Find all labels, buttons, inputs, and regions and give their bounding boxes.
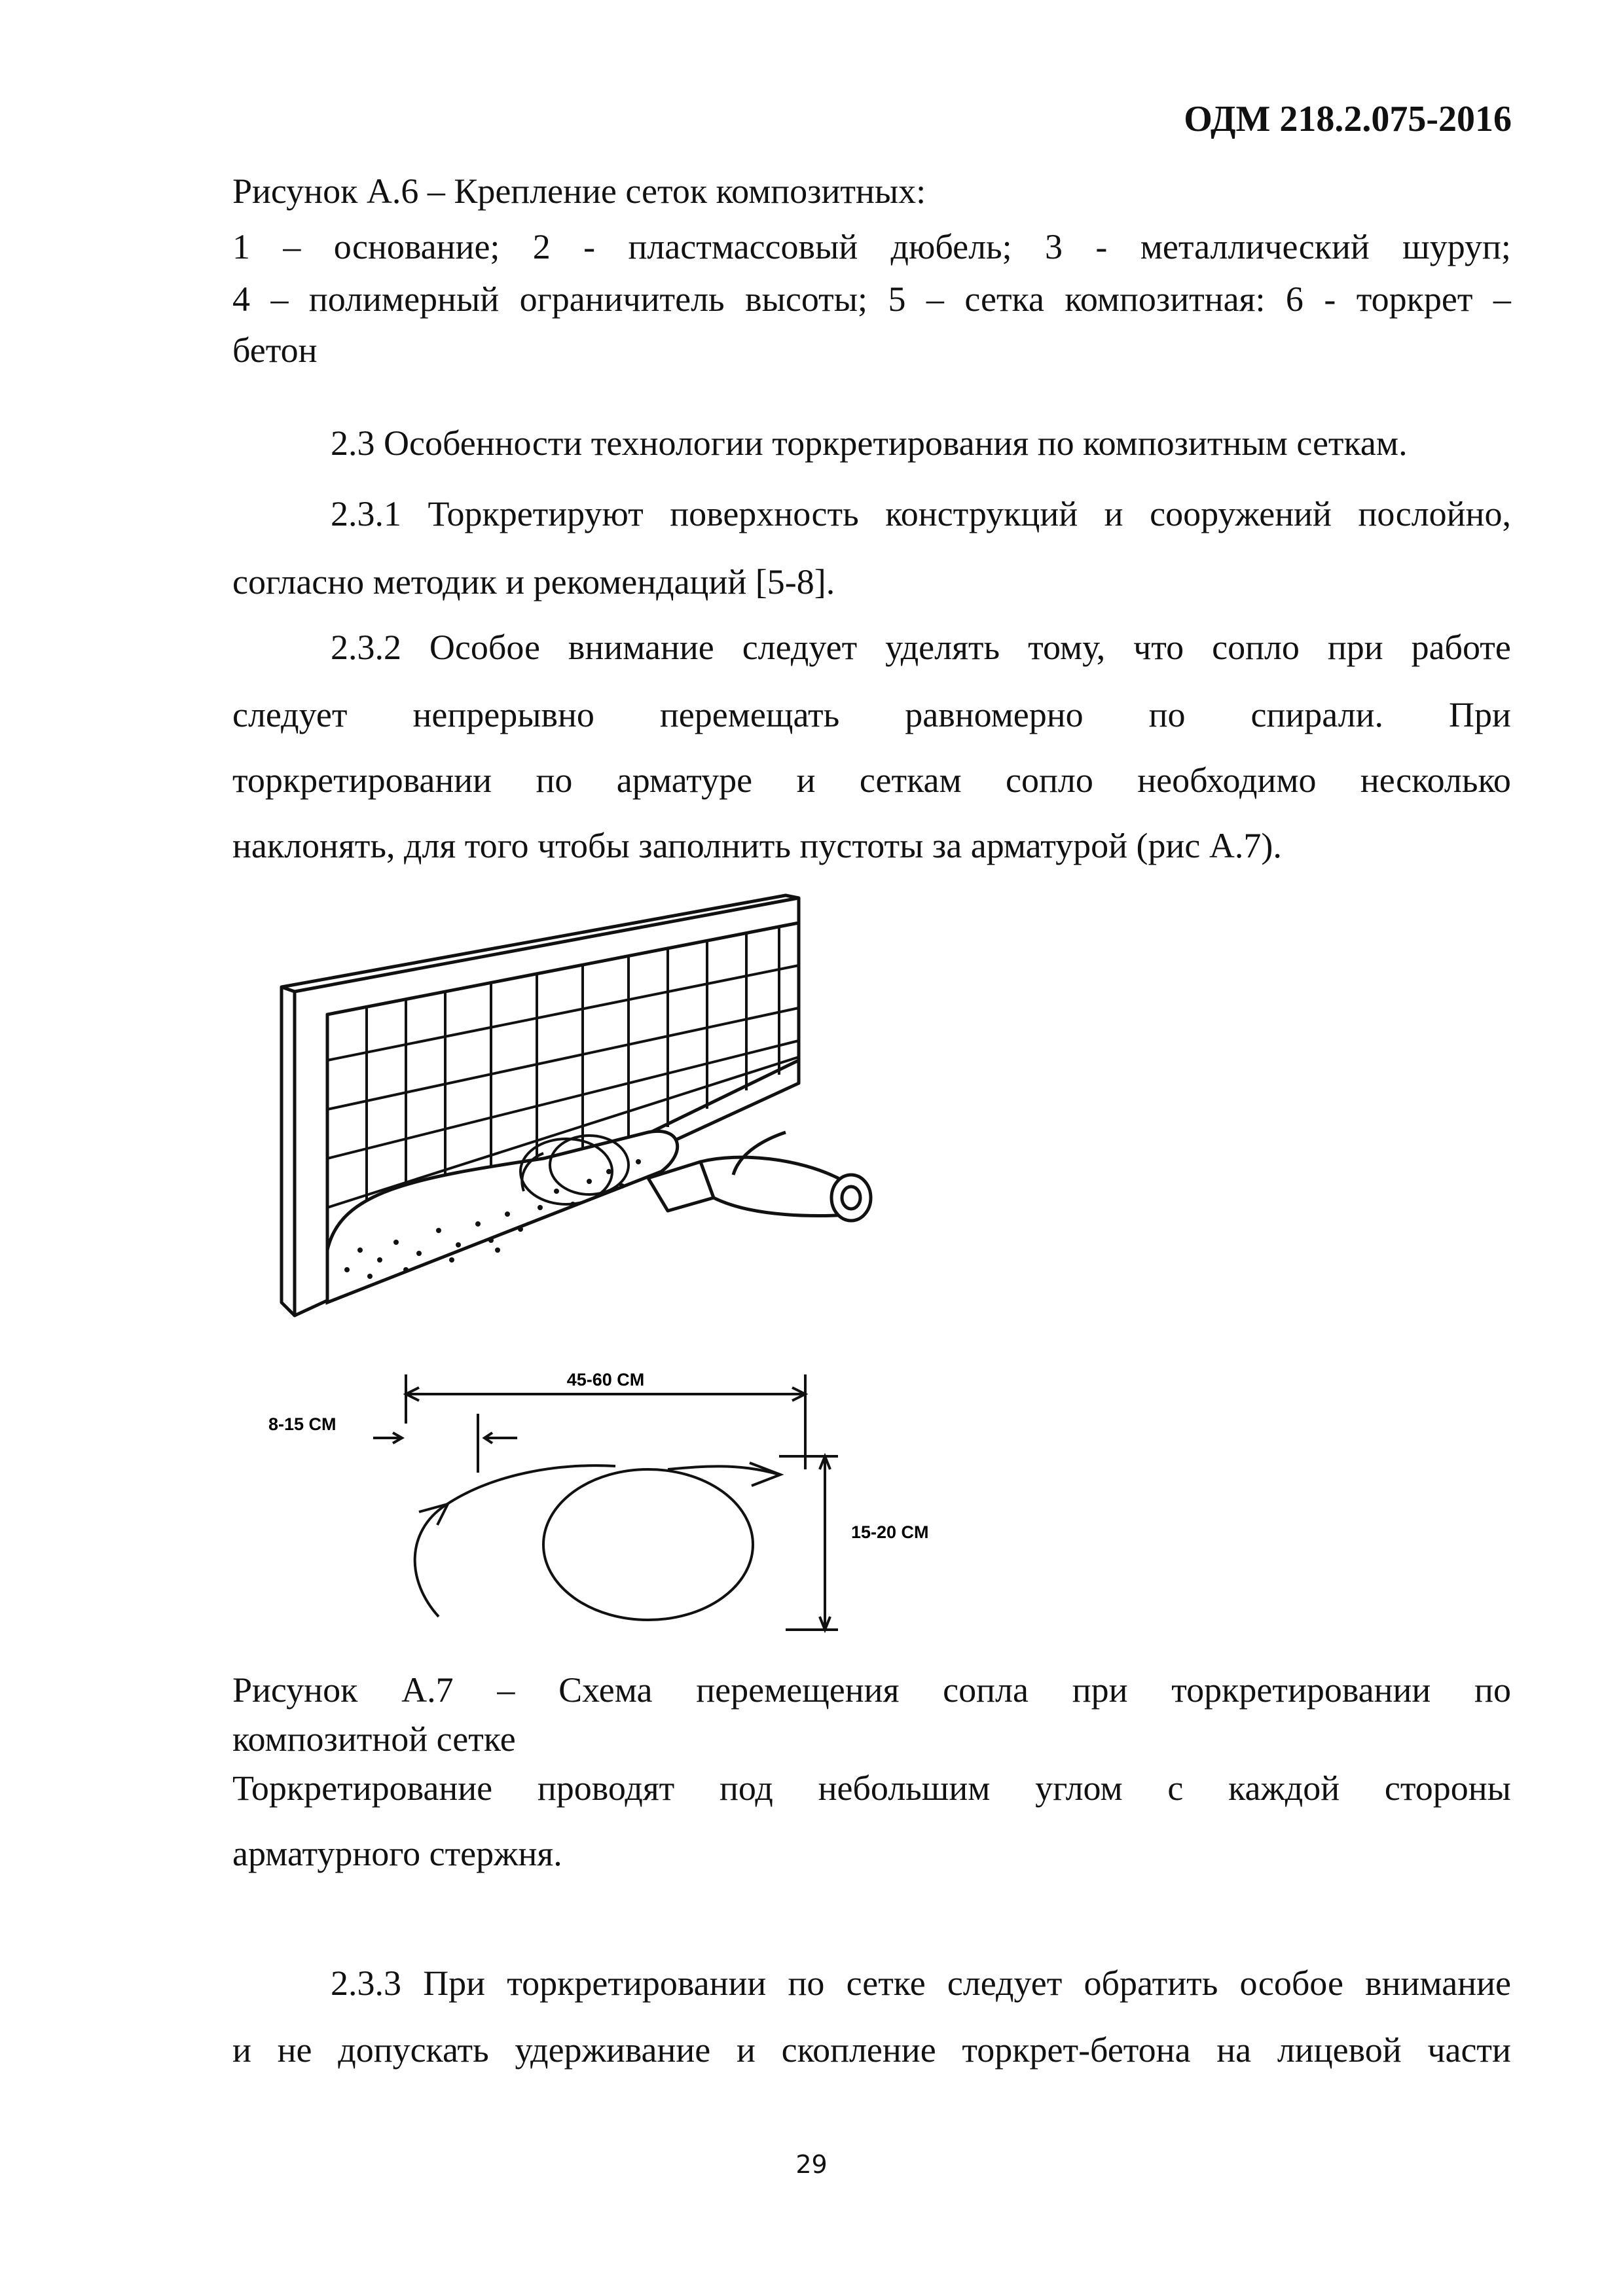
word: по: [536, 761, 573, 800]
word: небольшим: [818, 1768, 991, 1808]
word: сетке: [846, 1964, 926, 2003]
word: тому,: [1028, 628, 1106, 667]
caption-a6-title: Рисунок А.6 – Крепление сеток композитных:: [232, 171, 926, 211]
word: сопло: [1212, 628, 1300, 667]
spiral-motion-diagram: [268, 1365, 929, 1640]
word: стороны: [1384, 1768, 1511, 1808]
word: высоты;: [745, 279, 868, 319]
word: поверхность: [670, 494, 859, 533]
word: каждой: [1228, 1768, 1340, 1808]
word: и: [796, 761, 816, 800]
word: внимание: [1365, 1964, 1511, 2003]
word: на: [1216, 2030, 1252, 2070]
word: части: [1427, 2030, 1511, 2070]
word: скопление: [781, 2030, 936, 2070]
word: лицевой: [1277, 2030, 1402, 2070]
word: Торкретируют: [428, 494, 644, 533]
word: 5: [888, 279, 906, 319]
word: При: [423, 1964, 486, 2003]
word: при: [1072, 1670, 1128, 1710]
word: 2.3.1: [331, 494, 401, 533]
word: следует: [742, 628, 858, 667]
word: проводят: [537, 1768, 675, 1808]
word: следует: [947, 1964, 1063, 2003]
word: внимание: [568, 628, 714, 667]
mesh-panel-illustration: [282, 884, 949, 1329]
word: равномерно: [905, 695, 1084, 734]
paragraph-2-3-2-line1: [331, 630, 1511, 665]
word: перемещения: [696, 1670, 900, 1710]
word: полимерный: [308, 279, 500, 319]
caption-a7-note-line2: арматурного стержня.: [232, 1834, 562, 1873]
word: перемещать: [659, 695, 840, 734]
word: под: [720, 1768, 773, 1808]
word: и: [1104, 494, 1123, 533]
word: с: [1167, 1768, 1184, 1808]
caption-a7-note-line1: [232, 1770, 1511, 1806]
word: ограничитель: [519, 279, 725, 319]
word: необходимо: [1137, 761, 1317, 800]
paragraph-2-3-1-line1: [331, 496, 1511, 531]
word: углом: [1035, 1768, 1123, 1808]
word: 1: [232, 227, 250, 266]
caption-a6-line3: бетон: [232, 331, 318, 370]
word: особое: [1239, 1964, 1343, 2003]
caption-a6-line1: [232, 229, 1511, 264]
word: 3: [1045, 227, 1063, 266]
caption-a7-line1: [232, 1672, 1511, 1708]
word: по: [1148, 695, 1186, 734]
word: по: [1474, 1670, 1511, 1710]
dimension-offset-label: 8-15 CM: [268, 1414, 337, 1434]
word: сопла: [943, 1670, 1029, 1710]
paragraph-2-3-3-line1: [331, 1965, 1511, 2001]
word: допускать: [338, 2030, 489, 2070]
word: несколько: [1360, 761, 1511, 800]
word: торкретировании: [232, 761, 492, 800]
word: непрерывно: [412, 695, 594, 734]
page-number: 29: [795, 2150, 828, 2179]
word: 2.3.2: [331, 628, 401, 667]
word: торкретировании: [1171, 1670, 1431, 1710]
word: арматуре: [616, 761, 753, 800]
word: основание;: [333, 227, 500, 266]
word: Рисунок: [232, 1670, 358, 1710]
section-heading: 2.3 Особенности технологии торкретирования по композитным сеткам.: [331, 423, 1408, 463]
word: и: [232, 2030, 251, 2070]
word: торкрет: [1356, 279, 1473, 319]
word: 4: [232, 279, 250, 319]
word: шуруп;: [1402, 227, 1511, 266]
word: по: [788, 1964, 825, 2003]
word: Особое: [429, 628, 540, 667]
word: при: [1327, 628, 1383, 667]
word: пластмассовый: [628, 227, 858, 266]
word: 6: [1285, 279, 1304, 319]
word: сооружений: [1150, 494, 1332, 533]
word: Схема: [558, 1670, 653, 1710]
word: Торкретирование: [232, 1768, 493, 1808]
word: сопло: [1006, 761, 1093, 800]
dimension-height-label: 15-20 CM: [851, 1522, 929, 1542]
caption-a6-line2: [232, 281, 1511, 317]
word: что: [1133, 628, 1184, 667]
word: спирали.: [1250, 695, 1384, 734]
word: –: [497, 1670, 515, 1710]
word: 2.3.3: [331, 1964, 401, 2003]
word: и: [737, 2030, 756, 2070]
word: работе: [1411, 628, 1511, 667]
paragraph-2-3-3-line2: [232, 2032, 1511, 2068]
word: дюбель;: [890, 227, 1012, 266]
word: А.7: [401, 1670, 454, 1710]
word: -: [1324, 279, 1336, 319]
word: –: [926, 279, 944, 319]
word: сеткам: [859, 761, 962, 800]
paragraph-2-3-2-line2: [232, 697, 1511, 732]
word: –: [1493, 279, 1511, 319]
word: сетка: [964, 279, 1044, 319]
word: металлический: [1140, 227, 1370, 266]
dimension-width-label: 45-60 CM: [566, 1370, 645, 1390]
paragraph-2-3-1-line2: согласно методик и рекомендаций [5-8].: [232, 562, 835, 601]
word: 2: [532, 227, 551, 266]
word: обратить: [1084, 1964, 1218, 2003]
word: -: [583, 227, 596, 266]
word: послойно,: [1358, 494, 1511, 533]
word: конструкций: [885, 494, 1078, 533]
word: -: [1095, 227, 1108, 266]
word: торкретировании: [507, 1964, 767, 2003]
word: следует: [232, 695, 348, 734]
word: –: [283, 227, 301, 266]
word: композитная:: [1065, 279, 1266, 319]
document-code: ОДМ 218.2.075-2016: [1184, 99, 1512, 139]
paragraph-2-3-2-line3: [232, 762, 1511, 798]
word: торкрет-бетона: [962, 2030, 1191, 2070]
word: удерживание: [515, 2030, 711, 2070]
paragraph-2-3-2-line4: наклонять, для того чтобы заполнить пустоты за арматурой (рис А.7).: [232, 826, 1282, 865]
word: не: [277, 2030, 312, 2070]
word: При: [1449, 695, 1511, 734]
word: –: [270, 279, 289, 319]
caption-a7-line2: композитной сетке: [232, 1719, 516, 1759]
word: уделять: [885, 628, 1000, 667]
